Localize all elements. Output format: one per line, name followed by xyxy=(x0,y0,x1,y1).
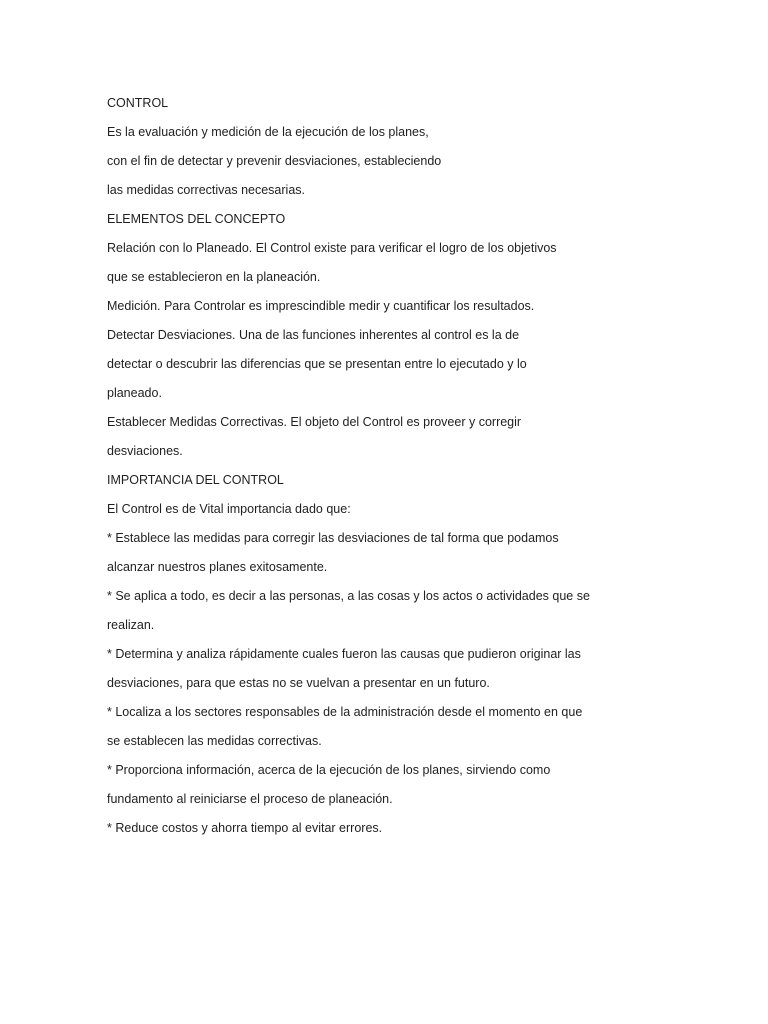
text-line: Es la evaluación y medición de la ejecución de los planes, xyxy=(107,125,429,139)
text-line: desviaciones. xyxy=(107,444,183,458)
heading-control: CONTROL xyxy=(107,96,169,110)
bullet-line: * Reduce costos y ahorra tiempo al evitar errores. xyxy=(107,821,383,835)
text-line: realizan. xyxy=(107,618,155,632)
text-line: se establecen las medidas correctivas. xyxy=(107,734,322,748)
bullet-line: * Se aplica a todo, es decir a las personas, a las cosas y los actos o actividades que se xyxy=(107,589,590,603)
text-line: El Control es de Vital importancia dado que: xyxy=(107,502,351,516)
bullet-line: * Proporciona información, acerca de la ejecución de los planes, sirviendo como xyxy=(107,763,551,777)
text-line: Detectar Desviaciones. Una de las funciones inherentes al control es la de xyxy=(107,328,520,342)
document-body xyxy=(107,89,707,843)
text-line: detectar o descubrir las diferencias que se presentan entre lo ejecutado y lo xyxy=(107,357,527,371)
text-line: que se establecieron en la planeación. xyxy=(107,270,321,284)
text-line: fundamento al reiniciarse el proceso de planeación. xyxy=(107,792,393,806)
text-line: Establecer Medidas Correctivas. El objeto del Control es proveer y corregir xyxy=(107,415,522,429)
text-line: desviaciones, para que estas no se vuelvan a presentar en un futuro. xyxy=(107,676,490,690)
text-line: Medición. Para Controlar es imprescindible medir y cuantificar los resultados. xyxy=(107,299,535,313)
heading-elementos: ELEMENTOS DEL CONCEPTO xyxy=(107,212,286,226)
heading-importancia: IMPORTANCIA DEL CONTROL xyxy=(107,473,284,487)
text-line: Relación con lo Planeado. El Control existe para verificar el logro de los objetivos xyxy=(107,241,557,255)
bullet-line: * Establece las medidas para corregir las desviaciones de tal forma que podamos xyxy=(107,531,559,545)
bullet-line: * Localiza a los sectores responsables de la administración desde el momento en que xyxy=(107,705,583,719)
text-line: planeado. xyxy=(107,386,162,400)
text-line: alcanzar nuestros planes exitosamente. xyxy=(107,560,328,574)
text-line: las medidas correctivas necesarias. xyxy=(107,183,305,197)
text-line: con el fin de detectar y prevenir desviaciones, estableciendo xyxy=(107,154,442,168)
bullet-line: * Determina y analiza rápidamente cuales fueron las causas que pudieron originar las xyxy=(107,647,581,661)
